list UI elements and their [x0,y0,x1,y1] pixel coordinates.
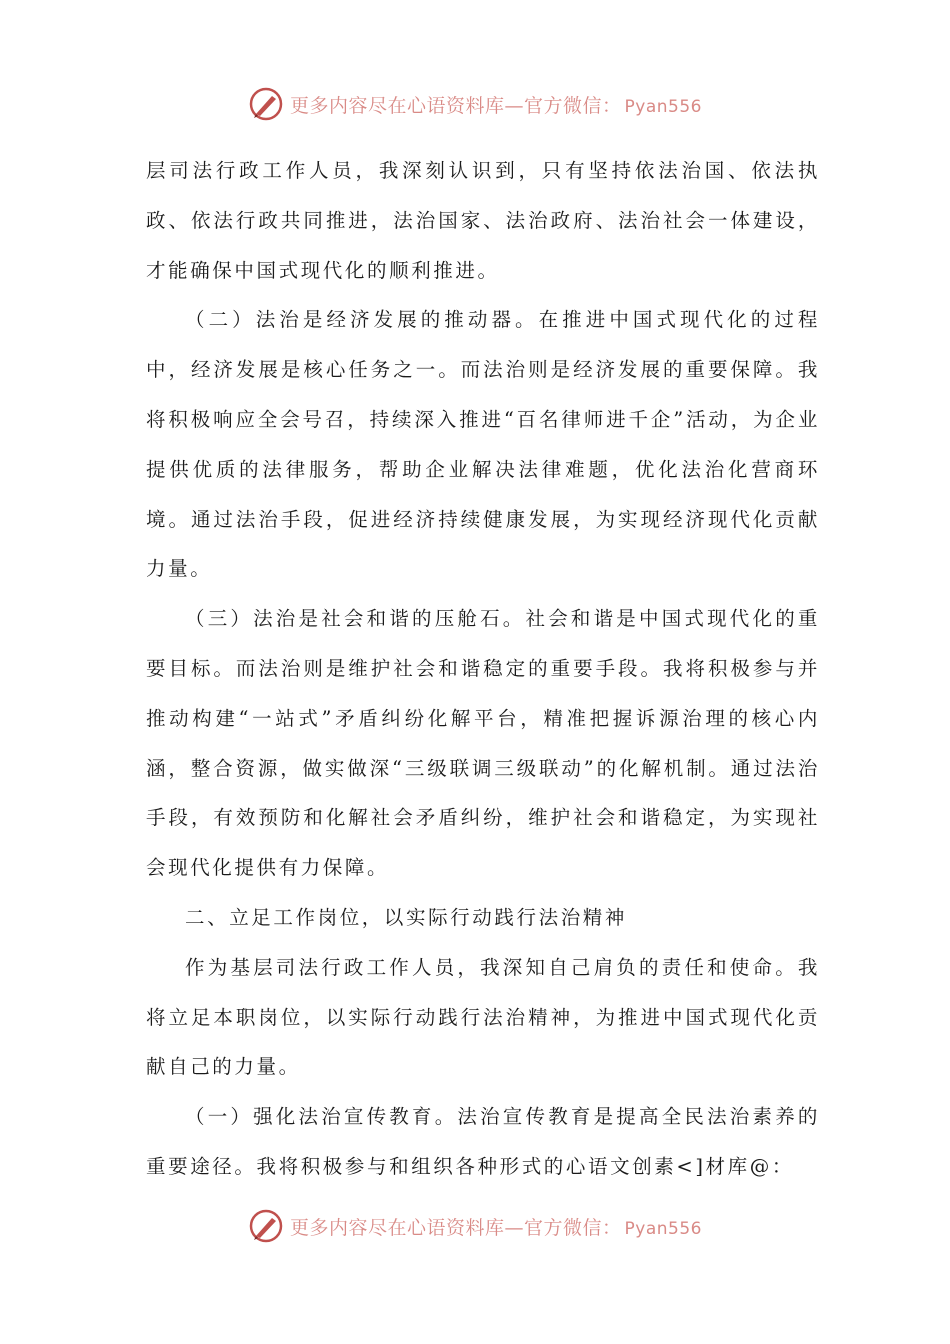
paragraph-3: （三）法治是社会和谐的压舱石。社会和谐是中国式现代化的重要目标。而法治则是维护社会和谐稳定的重要手段。我将积极参与并推动构建“一站式”矛盾纠纷化解平台，精准把握诉源治理的核心内涵，整合资源，做实做深“三级联调三级联动”的化解机制。通过法治手段，有效预防和化解社会矛盾纠纷，维护社会和谐稳定，为实现社会现代化提供有力保障。 [146,607,820,880]
paragraph-1: 层司法行政工作人员，我深刻认识到，只有坚持依法治国、依法执政、依法行政共同推进，法治国家、法治政府、法治社会一体建设，才能确保中国式现代化的顺利推进。 [146,159,820,282]
paragraph-5: （一）强化法治宣传教育。法治宣传教育是提高全民法治素养的重要途径。我将积极参与和组织各种形式的心语文创素<]材库@： [146,1105,820,1178]
banner-text [290,91,702,118]
banner-slogan: 更多内容尽在心语资料库—官方微信： [290,94,622,117]
paragraph-2: （二）法治是经济发展的推动器。在推进中国式现代化的过程中，经济发展是核心任务之一。而法治则是经济发展的重要保障。我将积极响应全会号召，持续深入推进“百名律师进千企”活动，为企业提供优质的法律服务，帮助企业解决法律难题，优化法治化营商环境。通过法治手段，促进经济持续健康发展，为实现经济现代化贡献力量。 [146,308,820,581]
footer-banner [0,1206,950,1246]
section-heading: 二、立足工作岗位，以实际行动践行法治精神 [185,905,628,929]
paragraph-4: 作为基层司法行政工作人员，我深知自己肩负的责任和使命。我将立足本职岗位，以实际行动践行法治精神，为推进中国式现代化贡献自己的力量。 [146,955,820,1079]
banner-wechat-id: Pyan556 [624,1218,702,1239]
pen-logo-icon [248,1208,284,1244]
banner-wechat-id: Pyan556 [624,96,702,117]
banner-text [290,1213,702,1240]
document-body [146,146,820,1192]
banner-slogan: 更多内容尽在心语资料库—官方微信： [290,1216,622,1239]
header-banner [0,84,950,124]
pen-logo-icon [248,86,284,122]
